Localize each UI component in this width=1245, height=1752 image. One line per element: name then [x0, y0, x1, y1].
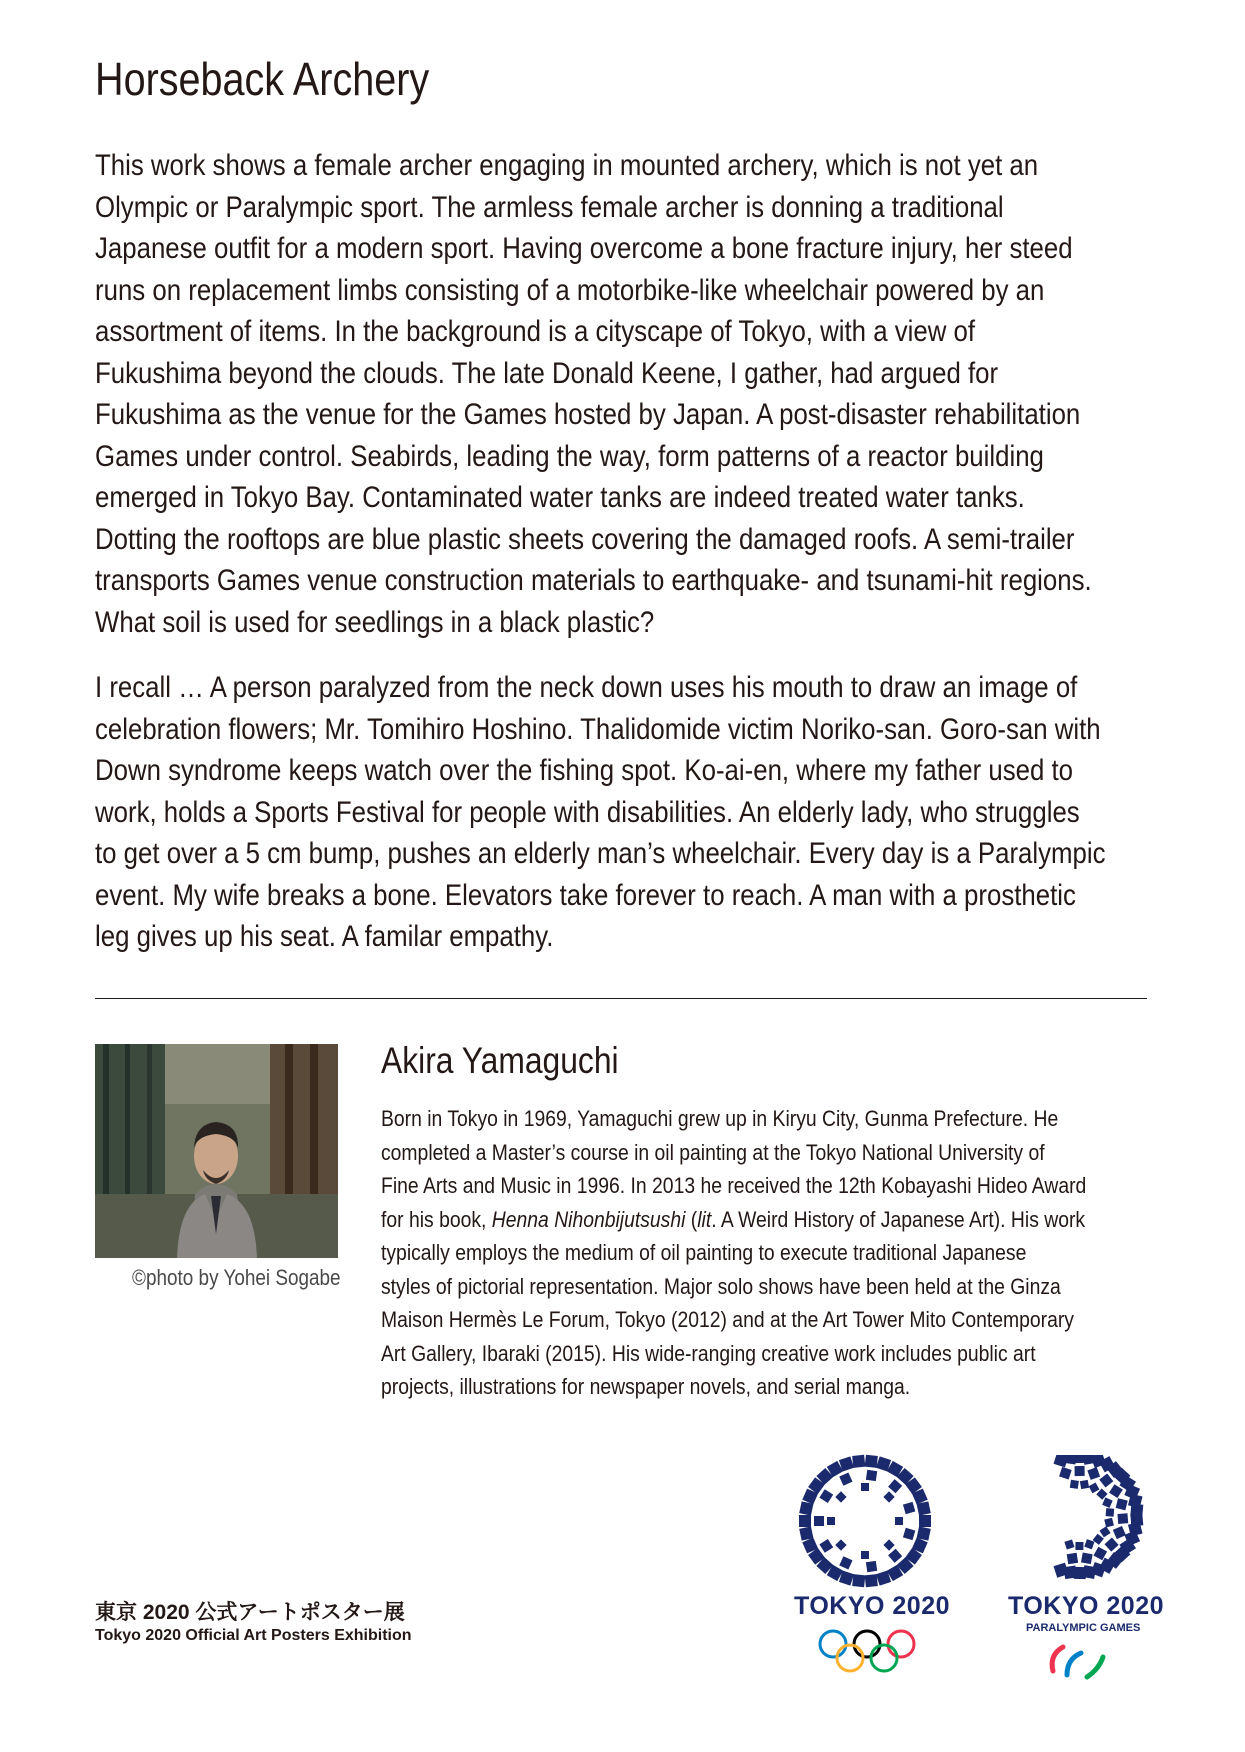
emblem-check: [827, 1517, 835, 1525]
emblem-check: [1109, 1484, 1123, 1498]
emblem-check: [866, 1561, 877, 1572]
emblem-check: [1067, 1553, 1078, 1564]
emblem-check: [865, 1574, 878, 1587]
bio-line: Born in Tokyo in 1969, Yamaguchi grew up in Kiryu City, Gunma Prefecture. He: [381, 1106, 1059, 1131]
bio-line: Art Gallery, Ibaraki (2015). His wide-ranging creative work includes public art: [381, 1340, 1036, 1366]
bio-line: Fine Arts and Music in 1996. In 2013 he received the 12th Kobayashi Hideo Award: [381, 1173, 1087, 1198]
lit-abbrev: lit: [697, 1206, 712, 1232]
emblem-check: [1104, 1518, 1114, 1528]
emblem-check: [888, 1479, 902, 1493]
emblem-check: [819, 1539, 833, 1553]
emblem-check: [1080, 1480, 1089, 1489]
emblem-check: [1093, 1534, 1104, 1545]
artist-name: Akira Yamaguchi: [381, 1040, 619, 1081]
text-line: assortment of items. In the background is a cityscape of Tokyo, with a view of: [95, 315, 976, 348]
emblem-check: [835, 1491, 846, 1502]
emblem-check: [1100, 1526, 1111, 1537]
emblem-check: [799, 1526, 813, 1540]
emblem-check: [883, 1539, 894, 1550]
emblem-check: [852, 1455, 865, 1468]
emblem-check: [1075, 1466, 1085, 1476]
emblem-check: [888, 1549, 902, 1563]
section-divider: [95, 998, 1147, 999]
emblem-check: [865, 1455, 878, 1468]
emblem-check: [814, 1516, 824, 1526]
text-line: Fukushima as the venue for the Games hosted by Japan. A post-disaster rehabilitation: [95, 398, 1081, 431]
olympic-logo-text: TOKYO 2020: [794, 1592, 951, 1620]
text-line: Olympic or Paralympic sport. The armless female archer is donning a traditional: [95, 190, 1004, 224]
emblem-check: [917, 1501, 931, 1515]
book-title: Henna Nihonbijutsushi: [491, 1206, 686, 1232]
page-title: Horseback Archery: [95, 53, 430, 105]
text-line: transports Games venue construction materials to earthquake- and tsunami-hit regions.: [95, 564, 1092, 597]
olympic-rings-icon: [817, 1628, 917, 1674]
bio-line: Maison Hermès Le Forum, Tokyo (2012) and at the Art Tower Mito Contemporary: [381, 1307, 1074, 1332]
emblem-check: [883, 1491, 894, 1502]
bio-text: . A Weird History of Japanese Art). His work: [711, 1206, 1086, 1232]
text-line: runs on replacement limbs consisting of a motorbike-like wheelchair powered by an: [95, 273, 1045, 307]
bio-line: completed a Master’s course in oil painting at the Tokyo National University of: [381, 1139, 1045, 1165]
emblem-check: [903, 1528, 915, 1540]
text-line: What soil is used for seedlings in a black plastic?: [95, 605, 655, 639]
emblem-check: [819, 1489, 833, 1503]
bio-text: for his book,: [381, 1206, 492, 1232]
emblem-check: [1070, 1480, 1079, 1489]
bio-line: styles of pictorial representation. Major solo shows have been held at the Ginza: [381, 1273, 1061, 1299]
emblem-check: [1064, 1539, 1074, 1549]
paralympic-logo-text: TOKYO 2020: [1008, 1592, 1165, 1620]
text-line: Games under control. Seabirds, leading the way, form patterns of a reactor building: [95, 439, 1044, 473]
emblem-check: [835, 1539, 846, 1550]
emblem-check: [1099, 1473, 1113, 1487]
exhibition-title-japanese: 東京 2020 公式アートポスター展: [95, 1601, 405, 1624]
emblem-check: [903, 1502, 915, 1514]
emblem-check: [1075, 1542, 1083, 1550]
text-line: emerged in Tokyo Bay. Contaminated water tanks are indeed treated water tanks.: [95, 481, 1025, 514]
description-paragraph-1: [95, 145, 1144, 643]
emblem-check: [1081, 1553, 1093, 1565]
photo-credit: ©photo by Yohei Sogabe: [132, 1265, 341, 1290]
artist-bio: [381, 1102, 1138, 1404]
emblem-check: [852, 1574, 865, 1587]
text-line: celebration flowers; Mr. Tomihiro Hoshino. Thalidomide victim Noriko-san. Goro-san with: [95, 712, 1101, 746]
bio-line: [381, 1203, 1138, 1237]
emblem-check: [919, 1515, 931, 1527]
artist-photo: [95, 1044, 338, 1258]
emblem-check: [839, 1556, 852, 1569]
emblem-check: [1105, 1538, 1119, 1552]
emblem-check: [1116, 1498, 1128, 1510]
emblem-check: [1054, 1455, 1069, 1467]
emblem-check: [1089, 1482, 1100, 1493]
text-line: event. My wife breaks a bone. Elevators take forever to reach. A man with a prosthetic: [95, 878, 1076, 912]
emblem-check: [895, 1517, 903, 1525]
description-paragraph-2: [95, 667, 1144, 958]
emblem-check: [1059, 1467, 1072, 1480]
bio-line: projects, illustrations for newspaper novels, and serial manga.: [381, 1374, 911, 1399]
emblem-check: [799, 1515, 811, 1527]
text-line: This work shows a female archer engaging in mounted archery, which is not yet an: [95, 149, 1039, 182]
text-line: Japanese outfit for a modern sport. Having overcome a bone fracture injury, her steed: [95, 232, 1073, 265]
tokyo2020-olympic-emblem-icon: [796, 1452, 934, 1590]
text-line: I recall … A person paralyzed from the neck down uses his mouth to draw an image of: [95, 671, 1078, 704]
paralympic-agitos-icon: [1043, 1641, 1113, 1681]
text-line: to get over a 5 cm bump, pushes an elderly man’s wheelchair. Every day is a Paralympic: [95, 837, 1106, 870]
emblem-check: [861, 1551, 869, 1559]
paralympic-logo-subtext: PARALYMPIC GAMES: [1026, 1622, 1141, 1634]
emblem-check: [1113, 1526, 1126, 1539]
text-line: Down syndrome keeps watch over the fishing spot. Ko-ai-en, where my father used to: [95, 754, 1074, 787]
emblem-check: [866, 1470, 877, 1481]
tokyo2020-paralympic-emblem-icon: [1010, 1455, 1148, 1585]
text-line: Dotting the rooftops are blue plastic sheets covering the damaged roofs. A semi-trailer: [95, 522, 1075, 556]
emblem-check: [1106, 1508, 1115, 1517]
emblem-check: [1102, 1497, 1113, 1508]
text-line: Fukushima beyond the clouds. The late Donald Keene, I gather, had argued for: [95, 356, 999, 390]
emblem-check: [839, 1473, 852, 1486]
emblem-check: [1087, 1467, 1100, 1480]
emblem-check: [1084, 1539, 1094, 1549]
bio-text: (: [685, 1206, 698, 1232]
bio-line: typically employs the medium of oil painting to execute traditional Japanese: [381, 1240, 1027, 1265]
emblem-check: [1117, 1513, 1128, 1524]
exhibition-title-english: Tokyo 2020 Official Art Posters Exhibition: [95, 1627, 412, 1644]
text-line: work, holds a Sports Festival for people with disabilities. An elderly lady, who struggles: [95, 795, 1080, 829]
text-line: leg gives up his seat. A familar empathy.: [95, 920, 554, 953]
emblem-check: [861, 1483, 869, 1491]
